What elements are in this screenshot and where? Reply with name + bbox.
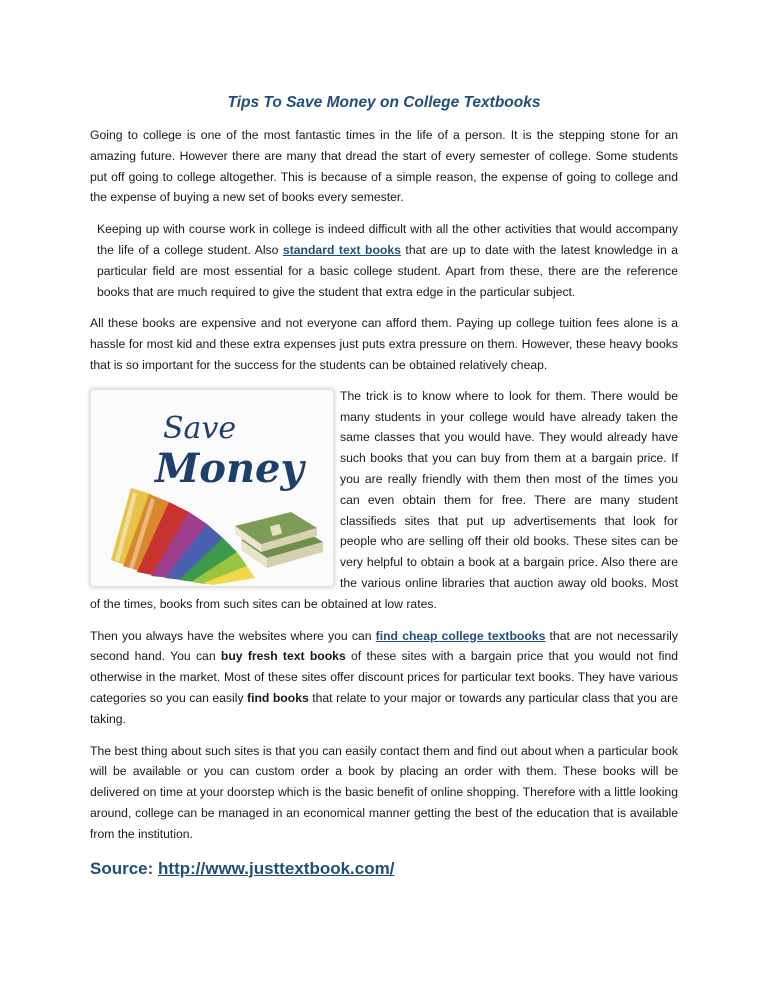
paragraph-trick-text: The trick is to know where to look for them. There would be many students in your college would have already taken the same classes that you would have. They would already have such books that you can buy from them at a bargain price. If you are really friendly with them then most of the times you can even obtain them for free. There are many student classifieds sites that put up advertisements that look for people who are selling off their old books. These sites can be very helpful to obtain a book at a bargain price. Also there are the various online libraries that auction away old books. Most of the times, books from such sites can be obtained at low rates. <box>90 388 678 611</box>
standard-text-books-link[interactable]: standard text books <box>282 242 401 257</box>
paragraph-intro: Going to college is one of the most fantastic times in the life of a person. It is the stepping stone for an amazing future. However there are many that dread the start of every semester of college. Some students put off going to college altogether. This is because of a simple reason, the expense of going to college and the expense of buying a new set of books every semester. <box>90 128 678 205</box>
paragraph-websites-text-4: that relate to your major or towards any particular class that you are taking. <box>90 690 678 726</box>
cash-stack-icon <box>235 512 323 568</box>
source-url-link[interactable]: http://www.justtextbook.com/ <box>158 858 395 878</box>
paragraph-best-thing: The best thing about such sites is that you can easily contact them and find out about when a particular book will be available or you can custom order a book by placing an order with them. These books will be delivered on time at your doorstep which is the basic benefit of online shopping. Therefore with a little looking around, college can be managed in an economical manner getting the best of the education that is available from the institution. <box>90 743 678 841</box>
save-word: Save <box>163 410 237 446</box>
paragraph-expense: All these books are expensive and not everyone can afford them. Paying up college tuition fees alone is a hassle for most kid and these extra expenses just puts extra pressure on them. However, these heavy books that is so important for the success for the students can be obtained relatively cheap. <box>90 316 678 372</box>
save-money-illustration <box>91 390 333 586</box>
paragraph-websites-text-2: that are not necessarily second hand. You can <box>90 628 678 664</box>
find-books-bold: find books <box>247 690 309 705</box>
save-money-image <box>90 389 334 587</box>
source-line <box>90 859 678 879</box>
paragraph-websites-text-1: Then you always have the websites where you can <box>90 628 376 643</box>
buy-fresh-text-books-bold: buy fresh text books <box>220 649 346 664</box>
paragraph-coursework-text-1: Keeping up with course work in college is indeed difficult with all the other activities that would accompany the life of a college student. Also <box>97 222 678 257</box>
money-word: Money <box>155 444 304 492</box>
source-label: Source: <box>90 858 154 878</box>
paragraph-trick <box>90 386 678 615</box>
page-title: Tips To Save Money on College Textbooks <box>227 94 541 111</box>
paragraph-websites-text-3: of these sites with a bargain price that you would not find otherwise in the market. Most of these sites offer discount prices for particular text books. They have various categories so you can easily <box>90 649 678 705</box>
paragraph-coursework <box>90 219 678 302</box>
paragraph-coursework-text-2: that are up to date with the latest knowledge in a particular field are most essential for a basic college student. Apart from these, there are the reference books that are much required to give the student that extra edge in the particular subject. <box>97 242 678 299</box>
find-cheap-college-textbooks-link[interactable]: find cheap college textbooks <box>375 628 546 643</box>
books-fan-icon <box>111 488 255 585</box>
paragraph-websites <box>90 626 678 730</box>
